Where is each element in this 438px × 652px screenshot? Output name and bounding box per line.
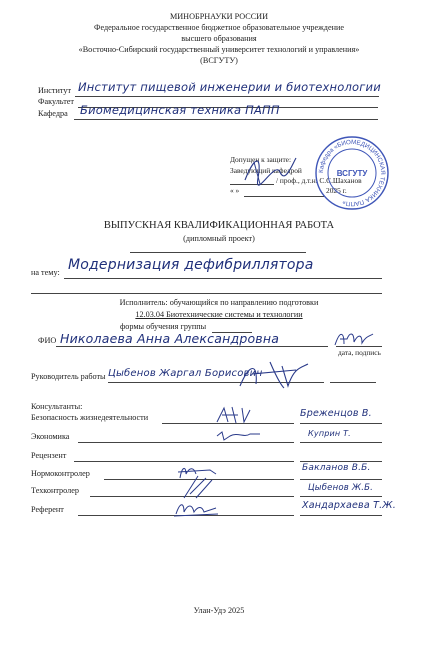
consultant-name-line-bzh: [300, 423, 382, 424]
consultant-signature-bzh: [214, 404, 254, 426]
document-title: ВЫПУСКНАЯ КВАЛИФИКАЦИОННАЯ РАБОТА: [103, 220, 335, 231]
institute-label: Институт: [38, 86, 72, 95]
document-subtitle: (дипломный проект): [183, 234, 255, 243]
fio-underline: [56, 346, 328, 347]
svg-text:ВСГУТУ: ВСГУТУ: [336, 169, 368, 178]
department-stamp: [314, 135, 390, 211]
consultant-name-normcontrol: Бакланов В.Б.: [302, 463, 371, 473]
supervisor-label: Руководитель работы: [31, 372, 106, 381]
fio-label: ФИО: [38, 336, 57, 345]
organization-abbreviation: (ВСГУТУ): [200, 56, 238, 65]
approval-head: Заведующий кафедрой: [230, 166, 302, 175]
date-signature-caption: дата, подпись: [338, 348, 381, 357]
institute-underline: [75, 96, 379, 97]
executor-line: Исполнитель: обучающийся по направлению подготовки: [119, 298, 319, 307]
consultant-name-techcontrol: Цыбенов Ж.Б.: [308, 483, 374, 493]
organization-line-3: «Восточно-Сибирский государственный университет технологий и управления»: [78, 45, 360, 54]
approval-date-year: 2025 г.: [326, 186, 347, 195]
approval-date-line: [244, 196, 324, 197]
fio-value: Николаева Анна Александровна: [60, 331, 280, 346]
consultant-signature-economy: [214, 428, 264, 446]
consultant-name-line-reviewer: [300, 461, 382, 462]
study-form-label: формы обучения группы: [120, 322, 207, 331]
consultant-signature-referent: [172, 500, 220, 518]
institute-value: Институт пищевой инженерии и биотехнологии: [78, 80, 381, 94]
topic-underline-1: [64, 278, 382, 279]
consultant-role-bzh: Безопасность жизнедеятельности: [31, 413, 149, 422]
faculty-label: Факультет: [38, 97, 74, 106]
consultant-name-line-normcontrol: [300, 479, 382, 480]
consultant-role-economy: Экономика: [31, 432, 70, 441]
consultant-role-reviewer: Рецензент: [31, 451, 67, 460]
direction-code: 12.03.04 Биотехнические системы и технологии: [135, 310, 303, 319]
executor-signature: [332, 328, 376, 350]
consultant-name-line-techcontrol: [300, 496, 382, 497]
consultant-name-referent: Хандархаева Т.Ж.: [302, 500, 396, 511]
organization-line-1: Федеральное государственное бюджетное образовательное учреждение: [94, 23, 344, 32]
approval-date-prefix: « »: [230, 186, 240, 195]
consultant-role-techcontrol: Техконтролер: [31, 486, 79, 495]
department-value: Биомедицинская техника ПАПП: [80, 103, 280, 117]
city-year: Улан-Удэ 2025: [193, 606, 245, 615]
consultant-name-line-economy: [300, 442, 382, 443]
approval-head-name: / проф., д.т.н. С.С.Шаханов: [276, 176, 362, 185]
supervisor-signature: [236, 358, 316, 392]
supervisor-signature-line: [330, 382, 376, 383]
consultants-heading: Консультанты:: [31, 402, 83, 411]
svg-text:Кафедра «БИОМЕДИЦИНСКАЯ ТЕХНИК: Кафедра «БИОМЕДИЦИНСКАЯ ТЕХНИКА ПАПП»: [317, 138, 387, 208]
supervisor-value: Цыбенов Жаргал Борисович: [108, 368, 263, 379]
approval-admitted: Допущен к защите:: [230, 155, 292, 164]
title-underline: [130, 252, 306, 253]
topic-value: Модернизация дефибриллятора: [68, 257, 314, 273]
consultant-signature-techcontrol: [176, 472, 216, 502]
topic-underline-2: [31, 293, 382, 294]
consultant-name-bzh: Бреженцов В.: [300, 408, 372, 419]
topic-label: на тему:: [31, 268, 60, 277]
department-label: Кафедра: [38, 109, 68, 118]
consultant-role-normcontrol: Нормоконтролер: [31, 469, 90, 478]
consultant-name-line-referent: [300, 515, 382, 516]
ministry-name: МИНОБРНАУКИ РОССИИ: [169, 12, 268, 21]
head-signature: [240, 150, 300, 190]
consultant-name-economy: Куприн Т.: [308, 429, 351, 438]
consultant-role-referent: Референт: [31, 505, 64, 514]
department-underline: [74, 119, 378, 120]
organization-line-2: высшего образования: [181, 34, 257, 43]
